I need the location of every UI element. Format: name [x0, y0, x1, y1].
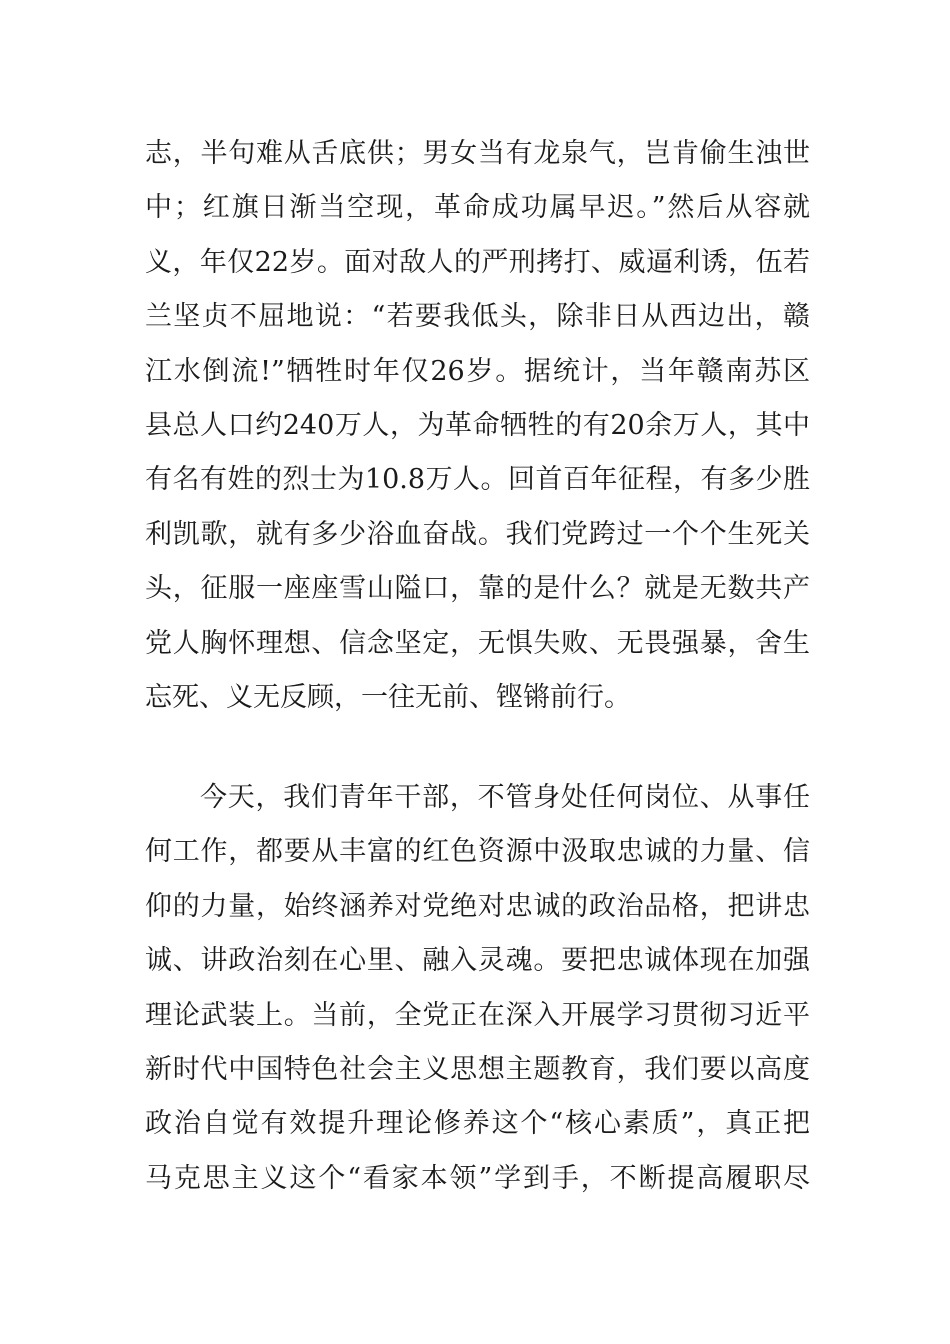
paragraph-line: 义，年仅22岁。面对敌人的严刑拷打、威逼利诱，伍若 [145, 246, 810, 278]
paragraph-line: 忘死、义无反顾，一往无前、铿锵前行。 [145, 681, 631, 713]
paragraph-line: 江水倒流!”牺牲时年仅26岁。据统计，当年赣南苏区 [145, 355, 810, 387]
paragraph-line: 头，征服一座座雪山隘口，靠的是什么？就是无数共产 [145, 573, 810, 605]
paragraph-line: 党人胸怀理想、信念坚定，无惧失败、无畏强暴，舍生 [145, 627, 810, 659]
paragraph-line: 县总人口约240万人，为革命牺牲的有20余万人，其中 [145, 409, 810, 441]
paragraph-line: 理论武装上。当前，全党正在深入开展学习贯彻习近平 [145, 999, 810, 1031]
paragraph-line: 今天，我们青年干部，不管身处任何岗位、从事任 [200, 782, 810, 813]
paragraph-line: 政治自觉有效提升理论修养这个“核心素质”，真正把 [145, 1108, 810, 1140]
paragraph-line: 有名有姓的烈士为10.8万人。回首百年征程，有多少胜 [145, 464, 810, 496]
paragraph-line: 马克思主义这个“看家本领”学到手，不断提高履职尽 [145, 1162, 810, 1194]
paragraph-line: 仰的力量，始终涵养对党绝对忠诚的政治品格，把讲忠 [145, 890, 810, 922]
paragraph-1 [145, 127, 810, 725]
paragraph-line: 志，半句难从舌底供；男女当有龙泉气，岂肯偷生浊世 [145, 138, 810, 169]
paragraph-line: 诚、讲政治刻在心里、融入灵魂。要把忠诚体现在加强 [145, 945, 810, 977]
paragraph-line: 利凯歌，就有多少浴血奋战。我们党跨过一个个生死关 [145, 518, 810, 550]
paragraph-2 [145, 771, 810, 1206]
paragraph-line: 新时代中国特色社会主义思想主题教育，我们要以高度 [145, 1053, 810, 1085]
paragraph-line: 兰坚贞不屈地说：“若要我低头，除非日从西边出，赣 [145, 301, 810, 333]
paragraph-line: 何工作，都要从丰富的红色资源中汲取忠诚的力量、信 [145, 836, 810, 868]
paragraph-line: 中；红旗日渐当空现，革命成功属早迟。”然后从容就 [145, 192, 810, 224]
